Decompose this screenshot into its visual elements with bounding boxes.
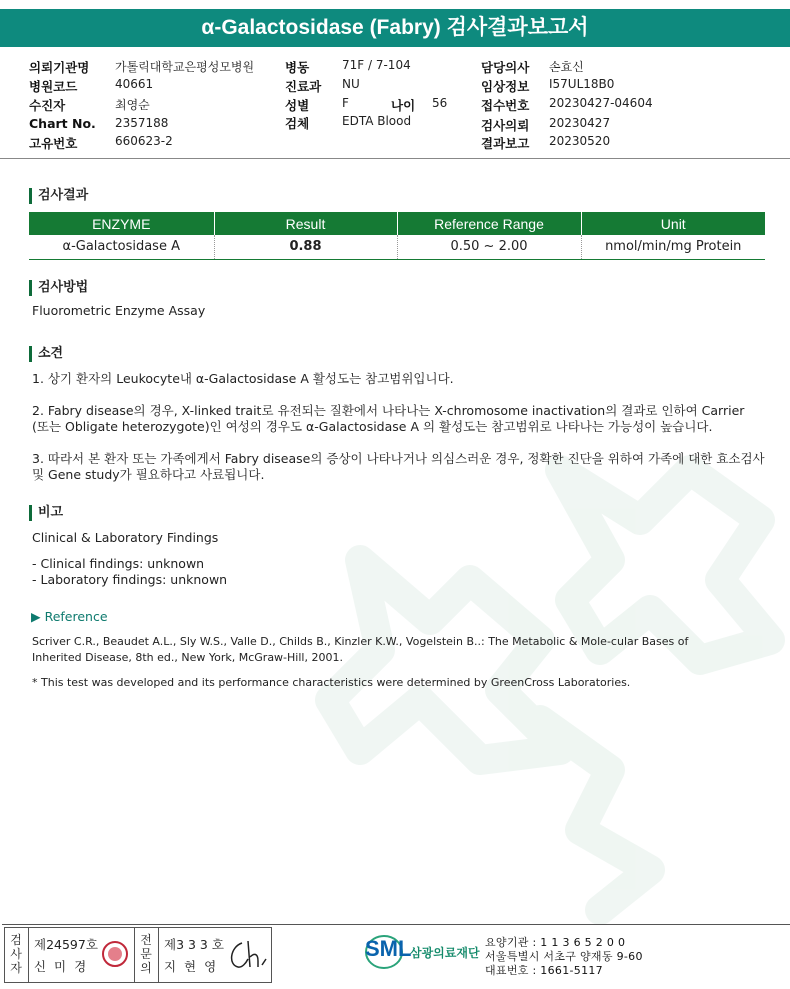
clinical-label: 임상정보 — [481, 79, 530, 94]
section-result-title: 검사결과 — [29, 188, 88, 204]
hospital-code: 40661 — [115, 77, 154, 91]
requesting-org: 가톨릭대학교은평성모병원 — [115, 60, 255, 74]
doctor-label: 담당의사 — [481, 60, 530, 75]
ward: 71F / 7-104 — [342, 58, 411, 72]
cell-result: 0.88 — [214, 235, 397, 259]
sex: F — [342, 96, 349, 110]
col-unit: Unit — [581, 212, 765, 235]
examiner-number: 제24597호 — [34, 937, 98, 952]
doctor: 손효신 — [549, 60, 584, 74]
sml-logo-kr: 삼광의료재단 — [410, 946, 480, 960]
confirmer-name: 지 현 영 — [164, 959, 219, 974]
dept: NU — [342, 77, 360, 91]
requesting-org-label: 의뢰기관명 — [29, 60, 90, 75]
examiner-name: 신 미 경 — [34, 959, 89, 974]
hospital-code-label: 병원코드 — [29, 79, 78, 94]
sml-logo: SML — [365, 936, 412, 961]
finding-2b: (또는 Obligate heterozygote)인 여성의 경우도 α-Galactosidase A 의 활성도는 참고범위로 나타나는 가능성이 높습니다. — [32, 419, 713, 434]
finding-1: 1. 상기 환자의 Leukocyte내 α-Galactosidase A 활성도는 참고범위입니다. — [32, 371, 454, 386]
patient-label: 수진자 — [29, 98, 66, 113]
finding-3b: 및 Gene study가 필요하다고 사료됩니다. — [32, 467, 265, 482]
age-label: 나이 — [391, 98, 416, 113]
section-remarks-title: 비고 — [29, 505, 63, 521]
reference-line-2: Inherited Disease, 8th ed., New York, McGraw-Hill, 2001. — [32, 651, 343, 664]
remarks-title: Clinical & Laboratory Findings — [32, 530, 219, 545]
chart-label: Chart No. — [29, 116, 96, 131]
remarks-line-2: - Laboratory findings: unknown — [32, 572, 228, 587]
age: 56 — [432, 96, 448, 110]
reference-heading: ▶ Reference — [31, 609, 108, 624]
cell-reference: 0.50 ~ 2.00 — [397, 235, 581, 259]
ward-label: 병동 — [285, 60, 310, 75]
phone: 대표번호 : 1661-5117 — [485, 964, 603, 977]
section-method-title: 검사방법 — [29, 280, 88, 296]
id-label: 고유번호 — [29, 136, 78, 151]
report-title: α-Galactosidase (Fabry) 검사결과보고서 — [0, 9, 790, 47]
clinical-info: I57UL18B0 — [549, 77, 615, 91]
finding-2a: 2. Fabry disease의 경우, X-linked trait로 유전되는 질환에서 나타나는 X-chromosome inactivation의 결과로 인하여 Carrier — [32, 403, 745, 418]
report-label: 결과보고 — [481, 136, 530, 151]
section-findings-title: 소견 — [29, 346, 63, 362]
receipt-label: 접수번호 — [481, 98, 530, 113]
request-date: 20230427 — [549, 116, 611, 130]
confirmer-number: 제3 3 3 호 — [164, 937, 224, 952]
specimen: EDTA Blood — [342, 114, 412, 128]
sex-label: 성별 — [285, 98, 310, 113]
cell-enzyme: α-Galactosidase A — [29, 235, 214, 259]
receipt-number: 20230427-04604 — [549, 96, 653, 110]
patient-name: 최영순 — [115, 98, 150, 112]
method-text: Fluorometric Enzyme Assay — [32, 303, 206, 318]
remarks-line-1: - Clinical findings: unknown — [32, 556, 205, 571]
report-date: 20230520 — [549, 134, 611, 148]
examiner-label: 검사자 — [10, 933, 22, 975]
specimen-label: 검체 — [285, 116, 310, 131]
chart-number: 2357188 — [115, 116, 169, 130]
request-label: 검사의뢰 — [481, 118, 530, 133]
confirmer-label: 전문의 — [140, 933, 152, 975]
col-enzyme: ENZYME — [29, 212, 214, 235]
id-number: 660623-2 — [115, 134, 173, 148]
address: 서울특별시 서초구 양재동 9-60 — [485, 950, 643, 963]
dept-label: 진료과 — [285, 79, 322, 94]
col-result: Result — [214, 212, 397, 235]
reference-note: * This test was developed and its performance characteristics were determined by GreenCross Laboratories. — [32, 676, 631, 689]
col-reference: Reference Range — [397, 212, 581, 235]
reference-line-1: Scriver C.R., Beaudet A.L., Sly W.S., Valle D., Childs B., Kinzler K.W., Vogelstein B..: The Metabolic & Mole-cular Bases of — [32, 635, 689, 648]
cell-unit: nmol/min/mg Protein — [581, 235, 765, 259]
care-number: 요양기관 : 1 1 3 6 5 2 0 0 — [485, 936, 626, 949]
finding-3a: 3. 따라서 본 환자 또는 가족에게서 Fabry disease의 증상이 나타나거나 의심스러운 경우, 정확한 진단을 위하여 가족에 대한 효소검사 — [32, 451, 765, 466]
